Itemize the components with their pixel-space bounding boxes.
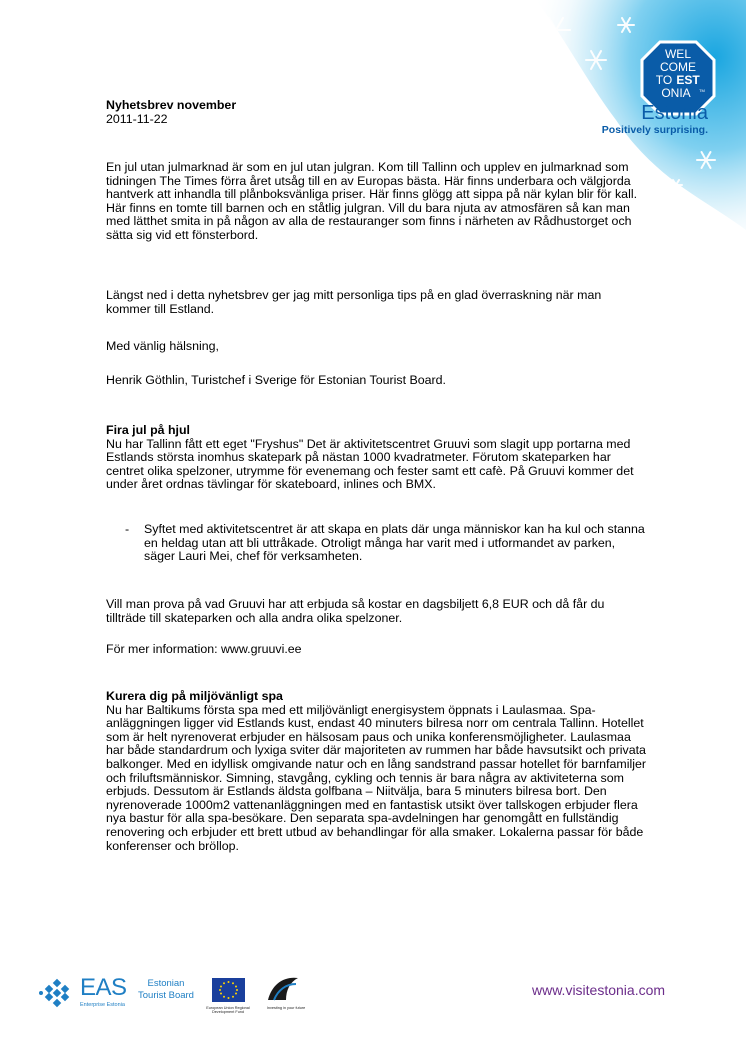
section-gruuvi-body: Nu har Tallinn fått ett eget "Fryshus" Det är aktivitetscentret Gruuvi som slagit upp portarna med Estlands största inomhus skatepark på nästan 1000 kvadratmeter. Förutom skateparken har centret olika spelzoner, utrymme för evenemang och fester samt ett cafè. På Gruuvi kommer det under året ordnas tävlingar för skateboard, inlines och BMX. — [106, 436, 634, 492]
section-gruuvi-heading: Fira jul på hjul — [106, 423, 190, 437]
logo-line-1: WEL — [664, 47, 692, 61]
eas-logo-subtext: Enterprise Estonia — [80, 1002, 125, 1008]
newsletter-content — [106, 98, 646, 853]
section-spa-body: Nu har Baltikums första spa med ett miljövänligt energisystem öppnats i Laulasmaa. Spa-anläggningen ligger vid Estlands kust, endast 40 minuters bilresa norr om centrala Tallinn. Hotellet som är helt nyrenoverat erbjuder en hälsosam paus och unika konferensmöjligheter. Laulasmaa har både standardrum och lyxiga sviter där majoriteten av rummen har både havsutsikt och privata balkonger. Med en idyllisk omgivande natur och en lång sandstrand passar hotellet för barnfamiljer och friluftsmänniskor. Simning, stavgång, cykling och tennis är bara några av aktiviteterna som erbjuds. Dessutom är Estlands äldsta golfbana – Niitvälja, bara 5 minuters bilresa bort. Den nyrenoverade 1000m2 vattenanläggningen med en fantastisk utsikt över tallskogen erbjuder flera nya bastur för alla spa-besökare. Den separata spa-avdelningen har genomgått en fullständig renovering och erbjuder ett brett utbud av behandlingar för alla smaker. Lokalerna passar för både konferenser och bröllop. — [106, 702, 646, 853]
intro-paragraph: En jul utan julmarknad är som en jul utan julgran. Kom till Tallinn och upplev en julmarknad som tidningen The Times förra året utsåg till en av Europas bästa. Här finns underbara och välgjorda hantverk att inhandla till plånboksvänliga priser. Här finns glögg att sippa på när kylan blir för kall. Här finns en tomte till barnen och en ståtlig julgran. Vill du bara njuta av atmosfären så kan man med lätthet smita in på någon av alla de restauranger som finns i närheten av Rådhustorget och sätta sig vid ett fönsterbord. — [106, 160, 638, 242]
logo-line-3: TO — [655, 73, 673, 87]
section-gruuvi-info: För mer information: www.gruuvi.ee — [106, 642, 302, 656]
etb-line-2: Tourist Board — [138, 990, 194, 1001]
estonian-tourist-board-logo — [138, 978, 194, 1002]
intro-tip-paragraph: Längst ned i detta nyhetsbrev ger jag mitt personliga tips på en glad överraskning när man kommer till Estland. — [106, 288, 602, 316]
eu-fund-caption: European Union Regional Development Fund — [206, 1006, 250, 1015]
eu-flag-icon — [212, 978, 245, 1002]
section-gruuvi-quote-text: Syftet med aktivitetscentret är att skapa en plats där unga människor kan ha kul och stanna en heldag utan att bli uttråkade. Otroligt många har varit med i utformandet av parken, säger Lauri Mei, chef för verksamheten. — [144, 522, 645, 564]
section-spa — [106, 690, 646, 853]
section-gruuvi-price: Vill man prova på vad Gruuvi har att erbjuda så kostar en dagsbiljett 6,8 EUR och då får du tillträde till skateparken och alla andra olika spelzoner. — [106, 597, 605, 625]
section-gruuvi-quote — [125, 523, 646, 564]
dash-bullet: - — [125, 522, 130, 536]
logo-line-5: ONIA — [661, 86, 691, 100]
website-url[interactable]: www.visitestonia.com — [532, 982, 666, 998]
signature: Henrik Göthlin, Turistchef i Sverige för Estonian Tourist Board. — [106, 373, 446, 387]
eas-logo-text: EAS — [80, 974, 127, 1001]
logo-trademark: TM — [699, 88, 705, 93]
newsletter-date: 2011-11-22 — [106, 111, 168, 126]
investing-in-future-icon — [266, 974, 300, 1004]
investing-caption: Investing in your future — [266, 1006, 306, 1010]
newsletter-title: Nyhetsbrev november — [106, 98, 237, 112]
logo-slogan: Positively surprising. — [601, 124, 708, 136]
eas-emblem-icon — [38, 978, 78, 1008]
greeting: Med vänlig hälsning, — [106, 339, 219, 353]
etb-line-1: Estonian — [147, 978, 185, 989]
newsletter-header — [106, 99, 646, 126]
logo-line-2: COME — [660, 60, 696, 74]
logo-estonia-word: Estonia — [641, 102, 708, 124]
logo-line-4: EST — [676, 73, 700, 87]
section-gruuvi — [106, 424, 646, 492]
section-spa-heading: Kurera dig på miljövänligt spa — [106, 689, 283, 703]
footer — [0, 960, 746, 1020]
